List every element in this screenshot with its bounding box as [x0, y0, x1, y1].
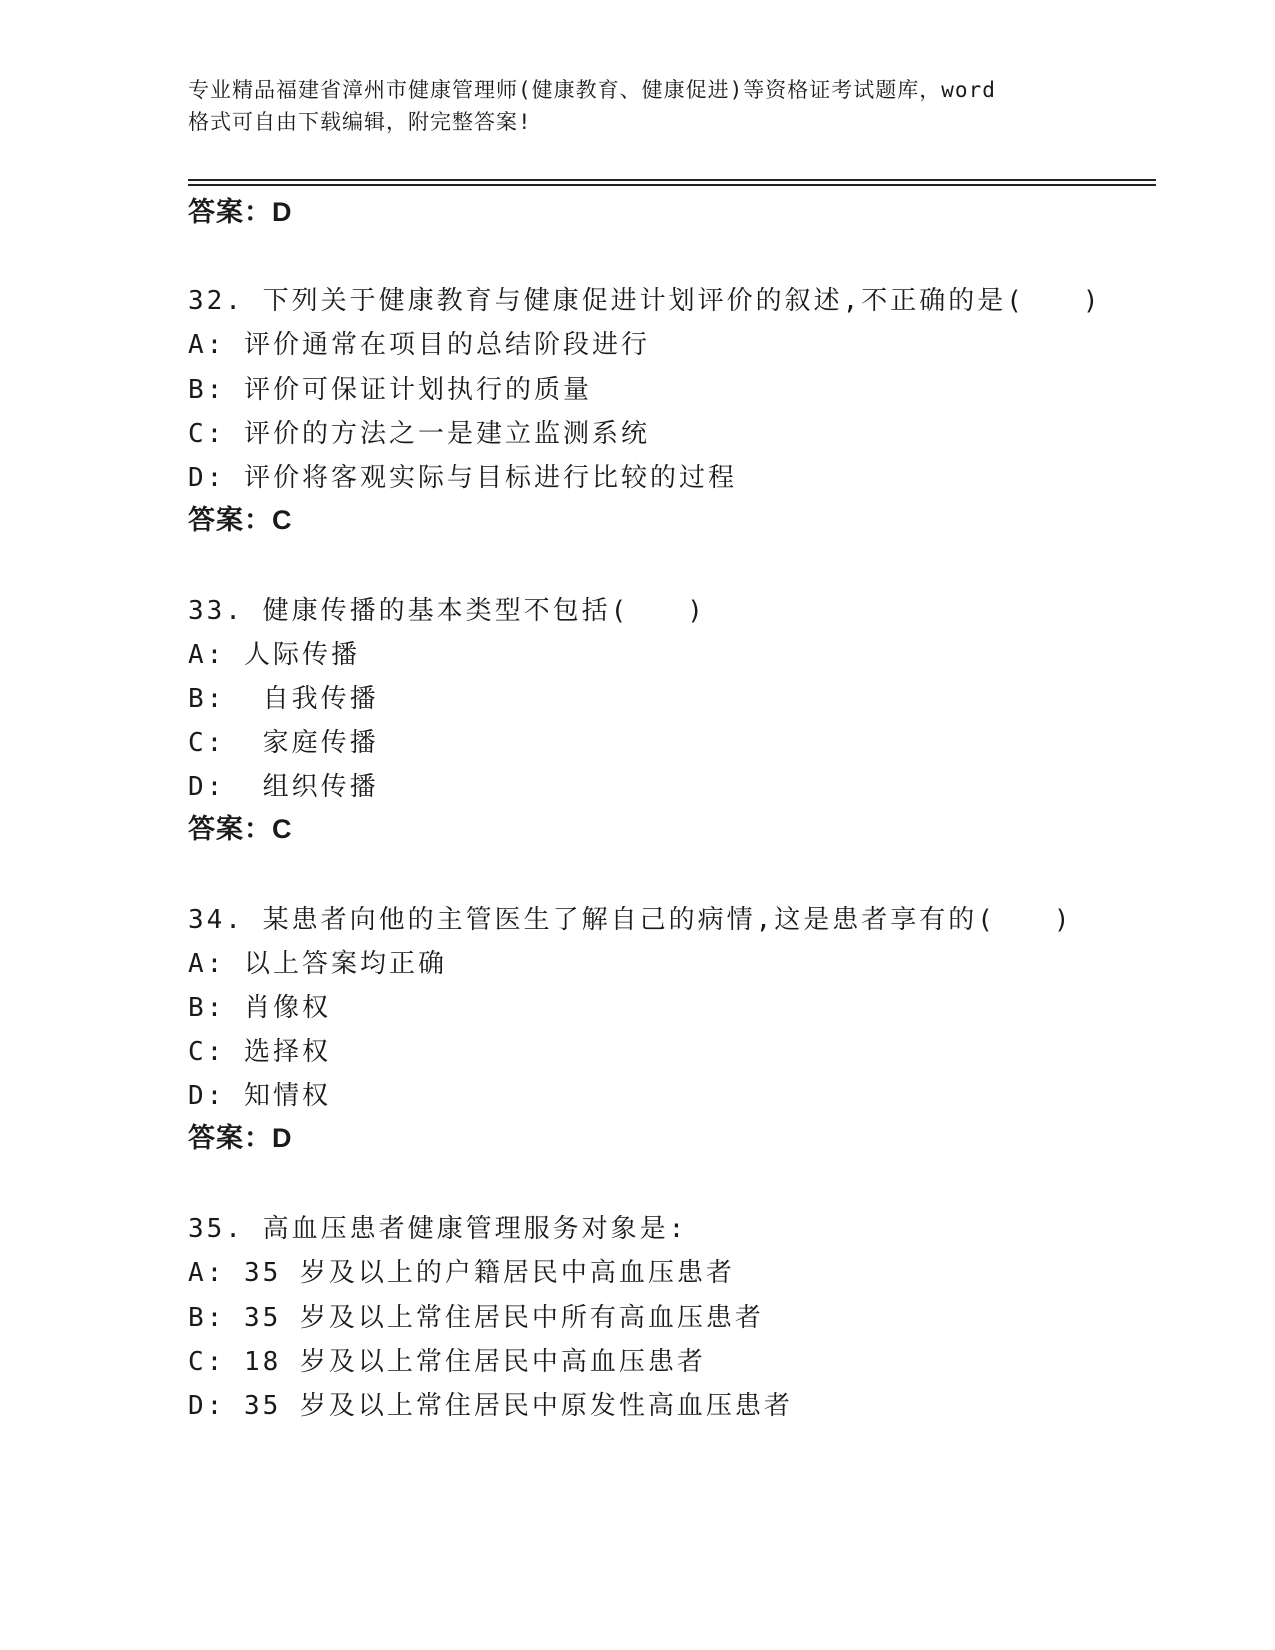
answer-31: 答案：D — [188, 197, 293, 227]
question-34-option-d: D: 知情权 — [188, 1081, 331, 1111]
question-32-option-d: D: 评价将客观实际与目标进行比较的过程 — [188, 463, 737, 493]
question-32-stem: 32. 下列关于健康教育与健康促进计划评价的叙述,不正确的是( ) — [188, 286, 1102, 316]
question-34-option-c: C: 选择权 — [188, 1037, 331, 1067]
question-33-option-b: B: 自我传播 — [188, 684, 379, 714]
question-32-option-a: A: 评价通常在项目的总结阶段进行 — [188, 330, 650, 360]
document-header — [188, 74, 1088, 138]
header-divider-top — [188, 179, 1156, 181]
answer-34: 答案：D — [188, 1123, 293, 1153]
question-33-option-c: C: 家庭传播 — [188, 728, 379, 758]
question-35-option-a: A: 35 岁及以上的户籍居民中高血压患者 — [188, 1258, 735, 1288]
question-32-option-c: C: 评价的方法之一是建立监测系统 — [188, 419, 650, 449]
question-34-stem: 34. 某患者向他的主管医生了解自己的病情,这是患者享有的( ) — [188, 905, 1073, 935]
question-35-stem: 35. 高血压患者健康管理服务对象是: — [188, 1214, 688, 1244]
question-35-option-d: D: 35 岁及以上常住居民中原发性高血压患者 — [188, 1391, 793, 1421]
question-34-option-b: B: 肖像权 — [188, 993, 331, 1023]
question-35-option-b: B: 35 岁及以上常住居民中所有高血压患者 — [188, 1303, 764, 1333]
answer-32: 答案：C — [188, 505, 293, 535]
question-35-option-c: C: 18 岁及以上常住居民中高血压患者 — [188, 1347, 706, 1377]
answer-33: 答案：C — [188, 814, 293, 844]
header-divider-bottom — [188, 184, 1156, 186]
question-33-option-a: A: 人际传播 — [188, 640, 360, 670]
question-33-stem: 33. 健康传播的基本类型不包括( ) — [188, 596, 706, 626]
question-33-option-d: D: 组织传播 — [188, 772, 379, 802]
question-32-option-b: B: 评价可保证计划执行的质量 — [188, 375, 592, 405]
header-line-2: 格式可自由下载编辑，附完整答案! — [188, 110, 532, 134]
header-line-1: 专业精品福建省漳州市健康管理师(健康教育、健康促进)等资格证考试题库，word — [188, 78, 996, 102]
question-34-option-a: A: 以上答案均正确 — [188, 949, 447, 979]
